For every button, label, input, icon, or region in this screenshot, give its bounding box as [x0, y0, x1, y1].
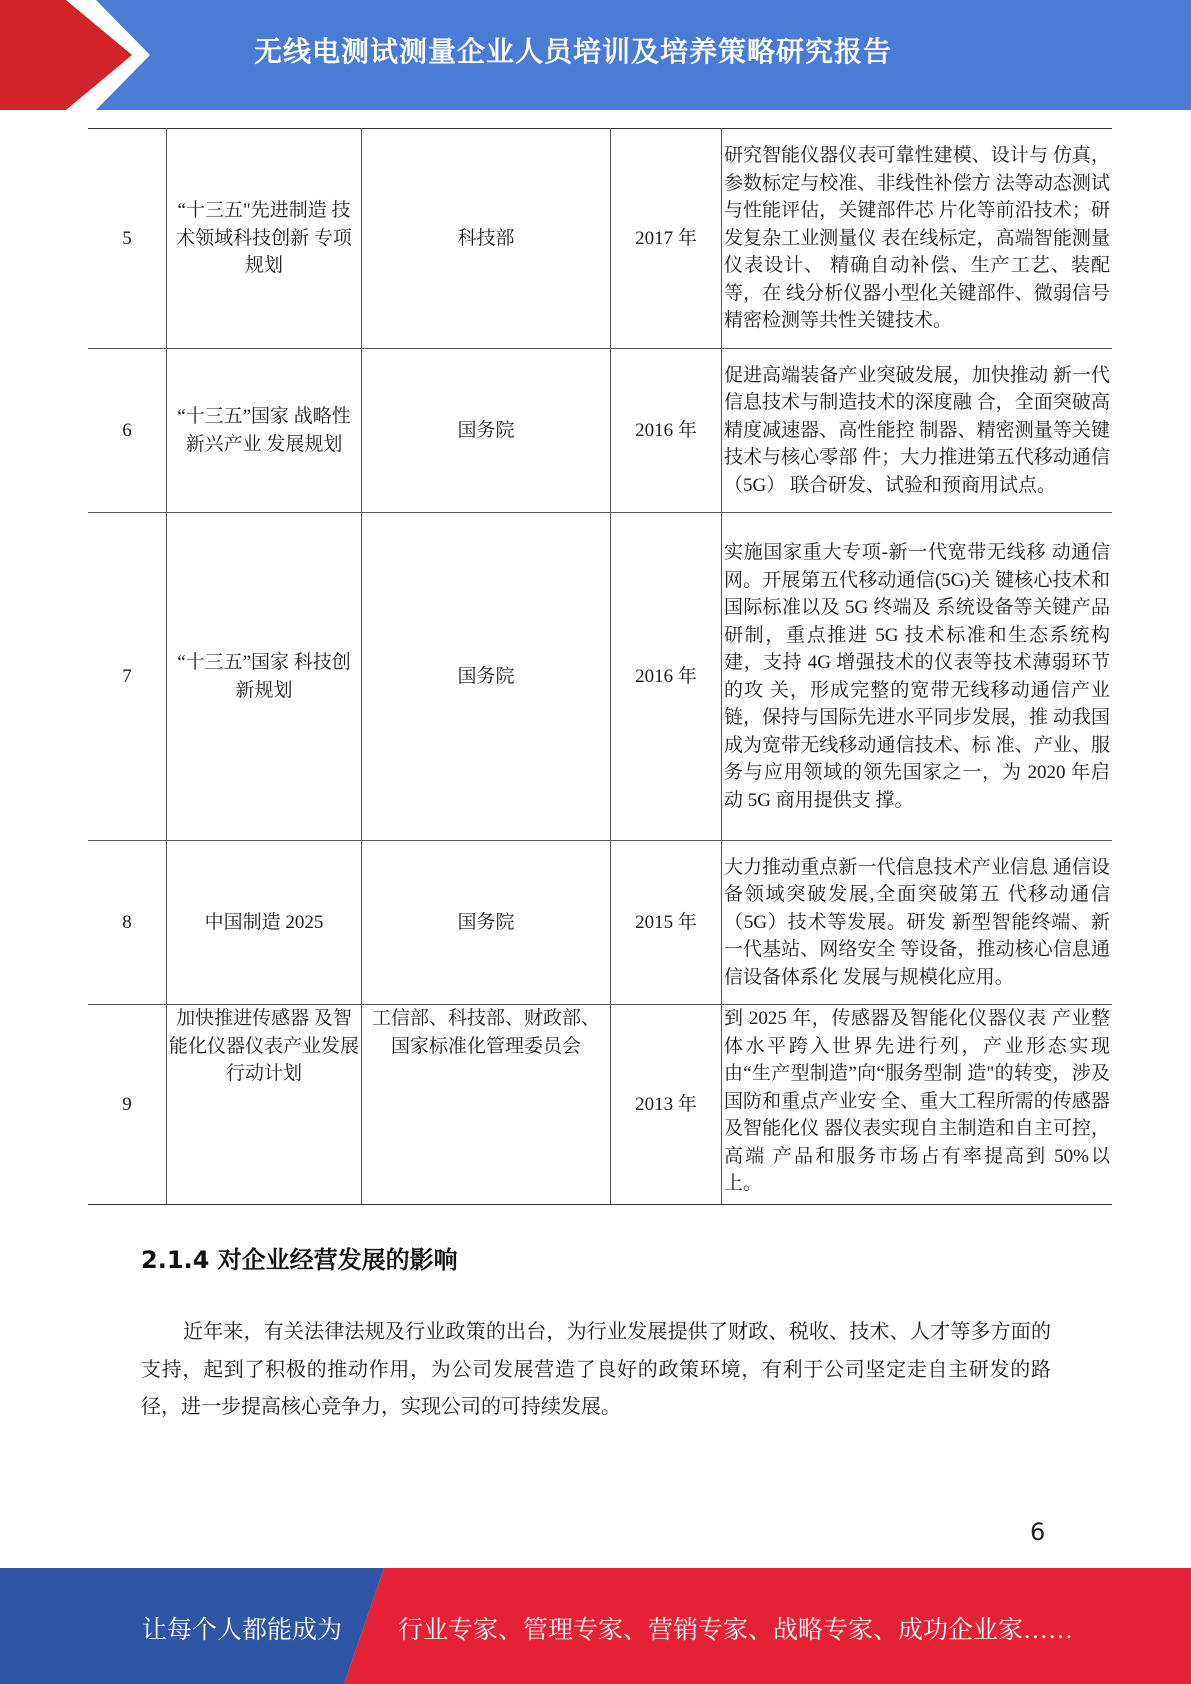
- issue-year: 2016 年: [611, 513, 722, 841]
- table-row: [88, 841, 1112, 1005]
- row-number: 5: [88, 129, 167, 349]
- policy-name: 加快推进传感器 及智能化仪器仪表产业发展行动计划: [167, 1005, 362, 1205]
- issue-year: 2016 年: [611, 349, 722, 513]
- section-heading: 2.1.4 对企业经营发展的影响: [141, 1246, 458, 1274]
- table-row: [88, 129, 1112, 349]
- issuing-department: 国务院: [362, 513, 611, 841]
- policy-description: 实施国家重大专项-新一代宽带无线移 动通信网。开展第五代移动通信(5G)关 键核心技术和国际标准以及 5G 终端及 系统设备等关键产品研制，重点推进 5G 技术标准和生态系统构建，支持 4G 增强技术的仪表等技术薄弱环节的攻 关，形成完整的宽带无线移动通信产业 链，保持与国际先进水平同步发展，推 动我国成为宽带无线移动通信技术、标 准、产业、服务与应用领域的领先国家之一，为 2020 年启动 5G 商用提供支 撑。: [722, 513, 1113, 841]
- footer-slogan-left: 让每个人都能成为: [142, 1617, 343, 1644]
- issue-year: 2013 年: [611, 1005, 722, 1205]
- issue-year: 2017 年: [611, 129, 722, 349]
- policy-name: 中国制造 2025: [167, 841, 362, 1005]
- issuing-department: 国务院: [362, 349, 611, 513]
- footer-slogan-right: 行业专家、管理专家、营销专家、战略专家、成功企业家……: [398, 1617, 1074, 1644]
- policy-name: “十三五”国家 科技创新规划: [167, 513, 362, 841]
- report-title: 无线电测试测量企业人员培训及培养策略研究报告: [254, 35, 893, 68]
- section-paragraph: 近年来，有关法律法规及行业政策的出台，为行业发展提供了财政、税收、技术、人才等多方面的支持，起到了积极的推动作用，为公司发展营造了良好的政策环境，有利于公司坚定走自主研发的路径，进一步提高核心竞争力，实现公司的可持续发展。: [141, 1321, 1051, 1418]
- row-number: 9: [88, 1005, 167, 1205]
- policy-description: 研究智能仪器仪表可靠性建模、设计与 仿真，参数标定与校准、非线性补偿方 法等动态测试与性能评估，关键部件芯 片化等前沿技术；研发复杂工业测量仪 表在线标定，高端智能测量仪表设计、 精确自动补偿、生产工艺、装配等，在 线分析仪器小型化关键部件、微弱信号 精密检测等共性关键技术。: [722, 129, 1113, 349]
- policy-description: 到 2025 年，传感器及智能化仪器仪表 产业整体水平跨入世界先进行列，产业形态实现由“生产型制造”向“服务型制 造"的转变，涉及国防和重点产业安 全、重大工程所需的传感器及智能化仪 器仪表实现自主制造和自主可控，高端 产品和服务市场占有率提高到 50%以 上。: [722, 1005, 1113, 1205]
- page-footer: [0, 1568, 1191, 1684]
- issuing-department: 科技部: [362, 129, 611, 349]
- issue-year: 2015 年: [611, 841, 722, 1005]
- policy-description: 大力推动重点新一代信息技术产业信息 通信设备领域突破发展,全面突破第五 代移动通信（5G）技术等发展。研发 新型智能终端、新一代基站、网络安全 等设备，推动核心信息通信设备体系化 发展与规模化应用。: [722, 841, 1113, 1005]
- table-row: [88, 1005, 1112, 1205]
- row-number: 8: [88, 841, 167, 1005]
- row-number: 7: [88, 513, 167, 841]
- table-row: [88, 513, 1112, 841]
- table-row: [88, 349, 1112, 513]
- policy-name: “十三五"先进制造 技术领域科技创新 专项规划: [167, 129, 362, 349]
- issuing-department: 工信部、科技部、财政部、国家标准化管理委员会: [362, 1005, 611, 1205]
- page-number: 6: [1030, 1518, 1046, 1546]
- issuing-department: 国务院: [362, 841, 611, 1005]
- policy-name: “十三五”国家 战略性新兴产业 发展规划: [167, 349, 362, 513]
- row-number: 6: [88, 349, 167, 513]
- policy-description: 促进高端装备产业突破发展，加快推动 新一代信息技术与制造技术的深度融 合，全面突破高精度减速器、高性能控 制器、精密测量等关键技术与核心零部 件；大力推进第五代移动通信（5G） 联合研发、试验和预商用试点。: [722, 349, 1113, 513]
- page-header: [0, 0, 1191, 110]
- policy-table: [88, 128, 1112, 1205]
